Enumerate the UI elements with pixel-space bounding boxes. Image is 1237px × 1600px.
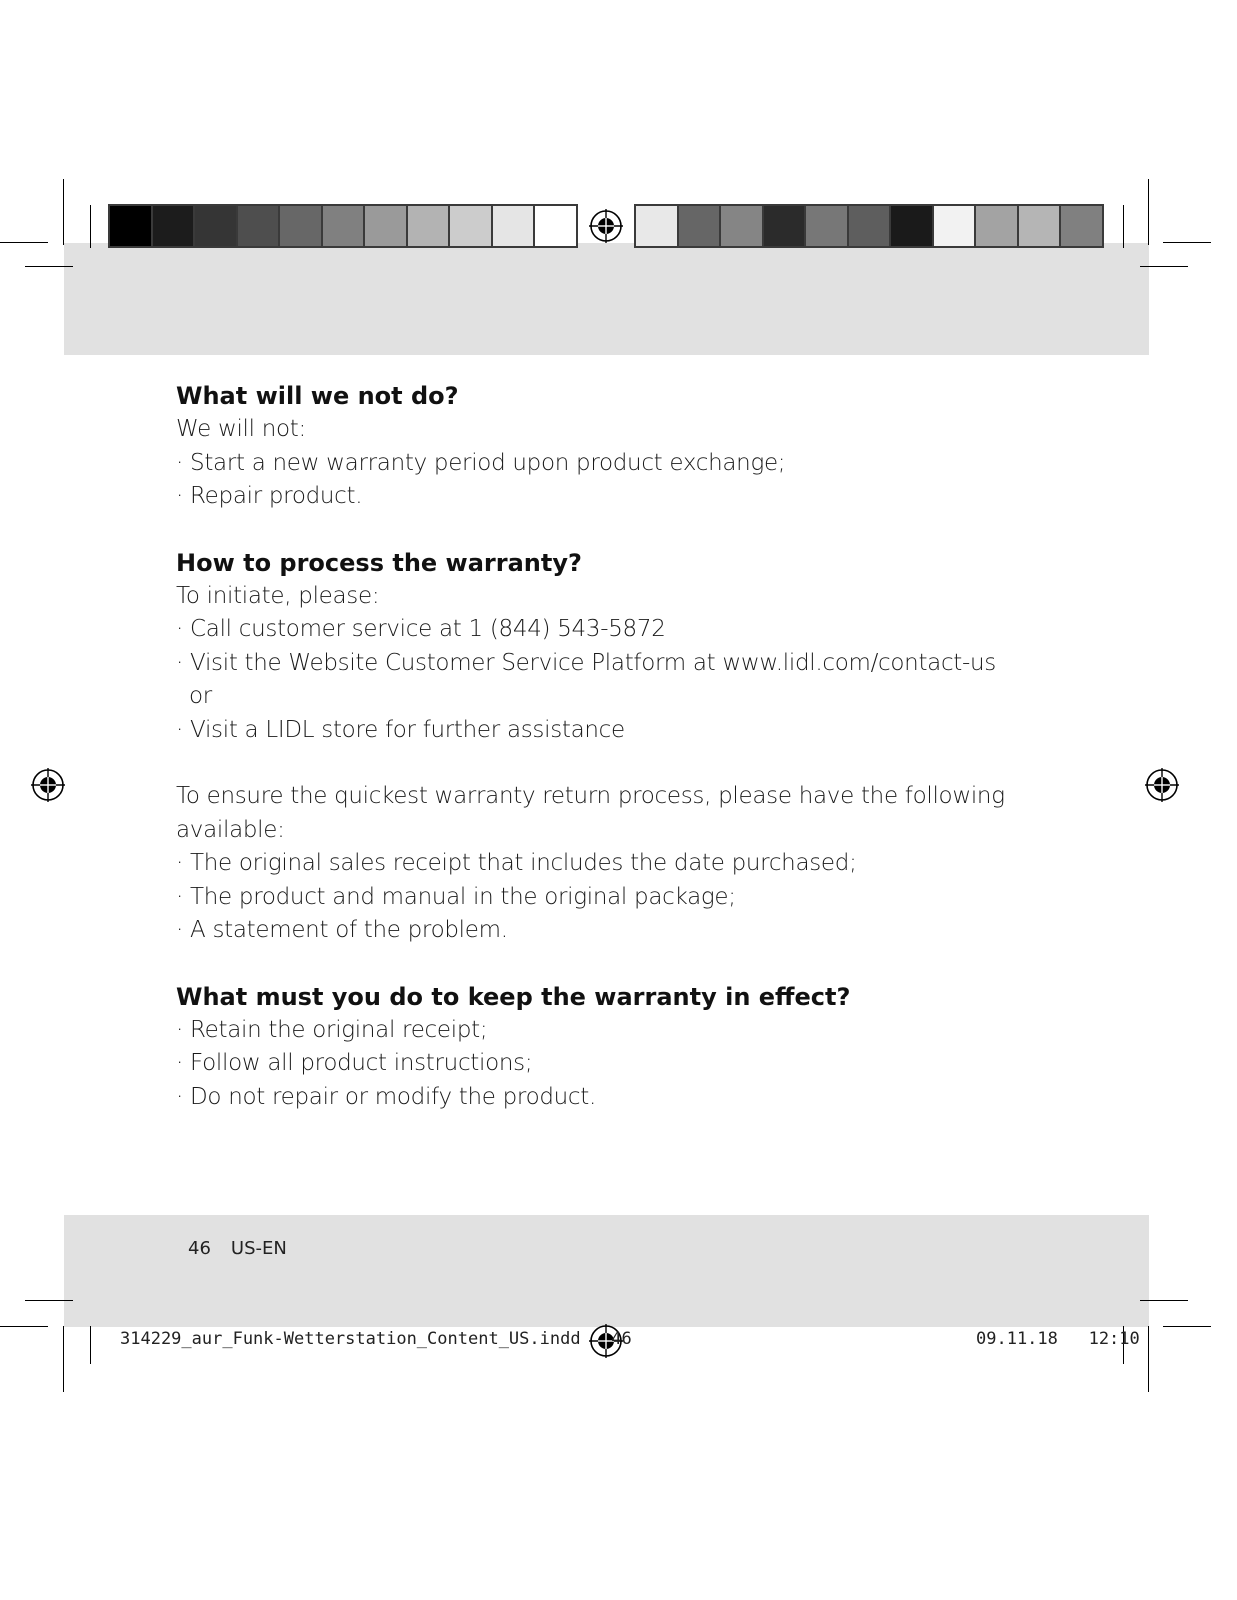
page-number: 46: [188, 1238, 211, 1259]
color-calibration-bar-left: [108, 204, 578, 248]
warranty-content: [176, 380, 1056, 1114]
color-swatch: [721, 206, 764, 246]
color-swatch: [764, 206, 807, 246]
crop-mark: [1148, 1326, 1149, 1392]
crop-mark: [90, 1326, 91, 1364]
color-swatch: [535, 206, 576, 246]
list-item: · The product and manual in the original package;: [176, 883, 736, 910]
heading-what-will-we-not-do: What will we not do?: [176, 382, 459, 410]
crop-mark: [1140, 266, 1188, 267]
color-swatch: [976, 206, 1019, 246]
list-item: · A statement of the problem.: [176, 917, 508, 943]
color-swatch: [493, 206, 536, 246]
crop-mark: [1163, 242, 1211, 243]
list-item: · Do not repair or modify the product.: [176, 1083, 596, 1110]
footer-band: [64, 1215, 1149, 1327]
color-swatch: [450, 206, 493, 246]
color-swatch: [891, 206, 934, 246]
print-slug-date: 09.11.18 12:10: [976, 1329, 1140, 1349]
list-item: · Visit the Website Customer Service Platform at www.lidl.com/contact-us: [176, 649, 996, 676]
paragraph: To initiate, please:: [176, 582, 380, 609]
list-item: · Repair product.: [176, 483, 363, 509]
registration-mark-icon: [31, 768, 65, 802]
list-item: · Visit a LIDL store for further assistance: [176, 716, 625, 743]
locale-label: US-EN: [230, 1238, 287, 1259]
color-swatch: [365, 206, 408, 246]
list-item: · Start a new warranty period upon product exchange;: [176, 449, 786, 476]
crop-mark: [1163, 1326, 1211, 1327]
color-swatch: [636, 206, 679, 246]
crop-mark: [0, 242, 48, 243]
paragraph: We will not:: [176, 416, 306, 442]
list-item: · Retain the original receipt;: [176, 1016, 488, 1043]
color-swatch: [408, 206, 451, 246]
or-text: or: [189, 683, 212, 709]
color-swatch: [934, 206, 977, 246]
color-swatch: [1019, 206, 1062, 246]
color-swatch: [153, 206, 196, 246]
crop-mark: [63, 1326, 64, 1392]
print-slug-file: 314229_aur_Funk-Wetterstation_Content_US.indd 46: [120, 1329, 632, 1349]
color-swatch: [849, 206, 892, 246]
crop-mark: [0, 1326, 48, 1327]
color-swatch: [806, 206, 849, 246]
registration-mark-icon: [1145, 768, 1179, 802]
color-swatch: [679, 206, 722, 246]
heading-keep-warranty: What must you do to keep the warranty in effect?: [176, 982, 851, 1011]
crop-mark: [90, 205, 91, 248]
color-swatch: [195, 206, 238, 246]
list-item: · The original sales receipt that includes the date purchased;: [176, 850, 857, 876]
list-item: · Follow all product instructions;: [176, 1050, 533, 1076]
color-swatch: [1061, 206, 1102, 246]
list-item: · Call customer service at 1 (844) 543-5872: [176, 616, 666, 642]
registration-mark-icon: [589, 209, 623, 243]
crop-mark: [1123, 205, 1124, 248]
color-swatch: [323, 206, 366, 246]
crop-mark: [1148, 179, 1149, 245]
crop-mark: [1140, 1300, 1188, 1301]
paragraph: To ensure the quickest warranty return process, please have the following available:: [176, 783, 1005, 843]
heading-how-to-process: How to process the warranty?: [176, 548, 582, 577]
color-swatch: [280, 206, 323, 246]
crop-mark: [25, 1300, 73, 1301]
color-swatch: [110, 206, 153, 246]
page-folio: [188, 1238, 287, 1259]
color-swatch: [238, 206, 281, 246]
header-band: [64, 243, 1149, 355]
crop-mark: [25, 266, 73, 267]
crop-mark: [63, 179, 64, 245]
color-calibration-bar-right: [634, 204, 1104, 248]
